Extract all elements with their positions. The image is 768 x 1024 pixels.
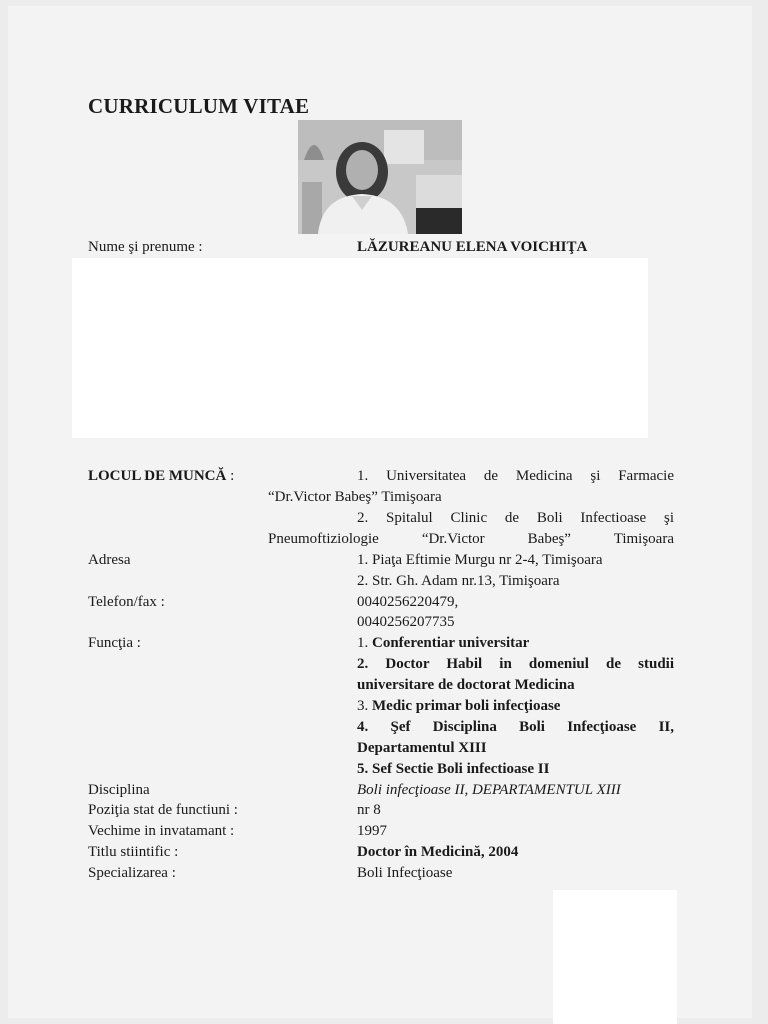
function-item-2-line-1: 2. Doctor Habil in domeniul de studii	[357, 656, 674, 672]
workplace-label: LOCUL DE MUNCĂ :	[88, 468, 235, 484]
position-value: nr 8	[357, 802, 381, 818]
specialization-label: Specializarea :	[88, 865, 176, 881]
address-label: Adresa	[88, 552, 131, 568]
redaction-block	[72, 258, 648, 438]
discipline-label: Disciplina	[88, 782, 150, 798]
phone-line-1: 0040256220479,	[357, 594, 459, 610]
function-item-5: 5. Sef Sectie Boli infectioase II	[357, 761, 550, 777]
address-line-2: 2. Str. Gh. Adam nr.13, Timişoara	[357, 573, 560, 589]
specialization-value: Boli Infecţioase	[357, 865, 453, 881]
name-value: LĂZUREANU ELENA VOICHIŢA	[357, 239, 588, 255]
position-label: Poziţia stat de functiuni :	[88, 802, 238, 818]
document-title: CURRICULUM VITAE	[88, 94, 310, 118]
portrait-photo	[298, 120, 462, 234]
function-item-1: 1. Conferentiar universitar	[357, 635, 530, 651]
seniority-label: Vechime in invatamant :	[88, 823, 235, 839]
workplace-line-3: 2. Spitalul Clinic de Boli Infectioase şi	[357, 510, 674, 526]
redaction-block-bottom	[553, 890, 677, 1024]
function-item-2-line-2: universitare de doctorat Medicina	[357, 677, 575, 693]
function-item-4-line-1: 4. Şef Disciplina Boli Infecţioase II,	[357, 719, 674, 735]
function-item-3: 3. Medic primar boli infecţioase	[357, 698, 561, 714]
scientific-title-label: Titlu stiintific :	[88, 844, 179, 860]
address-line-1: 1. Piaţa Eftimie Murgu nr 2-4, Timişoara	[357, 552, 603, 568]
workplace-line-4: Pneumoftiziologie “Dr.Victor Babeş” Timişoara	[268, 531, 674, 547]
workplace-line-2: “Dr.Victor Babeş” Timişoara	[268, 489, 442, 505]
portrait-photo-illustration	[298, 120, 462, 234]
scientific-title-value: Doctor în Medicină, 2004	[357, 844, 519, 860]
seniority-value: 1997	[357, 823, 387, 839]
function-label: Funcţia :	[88, 635, 141, 651]
name-label: Nume şi prenume :	[88, 239, 203, 255]
function-item-4-line-2: Departamentul XIII	[357, 740, 487, 756]
discipline-value: Boli infecţioase II, DEPARTAMENTUL XIII	[357, 782, 621, 798]
phone-label: Telefon/fax :	[88, 594, 165, 610]
phone-line-2: 0040256207735	[357, 614, 455, 630]
workplace-line-1: 1. Universitatea de Medicina şi Farmacie	[357, 468, 674, 484]
